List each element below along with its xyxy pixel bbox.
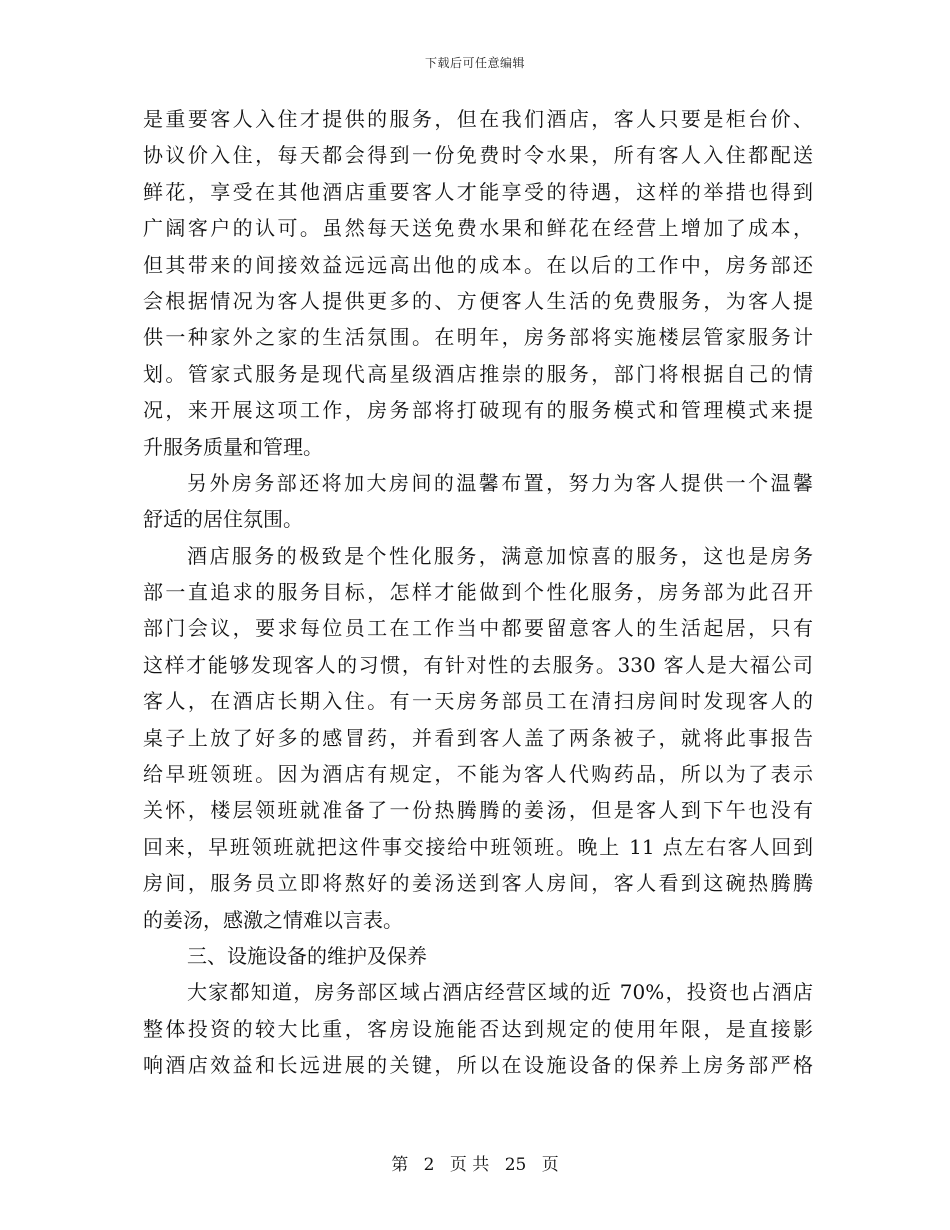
paragraph: [143, 465, 813, 538]
text-line: 关怀，楼层领班就准备了一份热腾腾的姜汤，但是客人到下午也没有: [143, 798, 813, 823]
text-line: 广阔客户的认可。虽然每天送免费水果和鲜花在经营上增加了成本，: [143, 216, 813, 241]
paragraph: [143, 974, 813, 1083]
text-line: 协议价入住，每天都会得到一份免费时令水果，所有客人入住都配送: [143, 143, 813, 168]
paragraph: [143, 938, 813, 974]
text-line: 给早班领班。因为酒店有规定，不能为客人代购药品，所以为了表示: [143, 762, 813, 787]
text-line: 是重要客人入住才提供的服务，但在我们酒店，客人只要是柜台价、: [143, 107, 813, 131]
text-line: 部门会议，要求每位员工在工作当中都要留意客人的生活起居，只有: [143, 616, 813, 641]
text-line: 划。管家式服务是现代高星级酒店推崇的服务，部门将根据自己的情: [143, 361, 813, 386]
text-line: 响酒店效益和长远进展的关键，所以在设施设备的保养上房务部严格: [143, 1053, 813, 1078]
text-line: 客人，在酒店长期入住。有一天房务部员工在清扫房间时发现客人的: [143, 689, 813, 714]
paragraph: [143, 101, 813, 465]
page-header: 下载后可任意编辑: [424, 56, 525, 70]
footer-suffix: 页: [541, 1155, 559, 1175]
text-line: 回来，早班领班就把这件事交接给中班领班。晚上 11 点左右客人回到: [143, 834, 813, 859]
footer-prefix: 第: [391, 1155, 409, 1175]
text-line: 部一直追求的服务目标，怎样才能做到个性化服务，房务部为此召开: [143, 580, 813, 605]
document-body: [143, 101, 813, 1084]
text-line: 另外房务部还将加大房间的温馨布置，努力为客人提供一个温馨: [187, 470, 813, 495]
text-line: 房间，服务员立即将熬好的姜汤送到客人房间，客人看到这碗热腾腾: [143, 871, 813, 896]
footer-current-page: 2: [423, 1155, 435, 1175]
page-footer: [0, 1150, 950, 1175]
text-line: 酒店服务的极致是个性化服务，满意加惊喜的服务，这也是房务: [187, 543, 813, 568]
text-line: 大家都知道，房务部区域占酒店经营区域的近 70%，投资也占酒店: [187, 980, 813, 1005]
text-line: 供一种家外之家的生活氛围。在明年，房务部将实施楼层管家服务计: [143, 325, 813, 350]
text-line: 会根据情况为客人提供更多的、方便客人生活的免费服务，为客人提: [143, 288, 813, 313]
text-line: 但其带来的间接效益远远高出他的成本。在以后的工作中，房务部还: [143, 252, 813, 277]
text-line: 这样才能够发现客人的习惯，有针对性的去服务。330 客人是大福公司: [143, 652, 813, 677]
footer-total-pages: 25: [504, 1155, 527, 1175]
text-line: 的姜汤，感激之情难以言表。: [143, 907, 403, 932]
text-line: 升服务质量和管理。: [143, 434, 323, 459]
text-line: 舒适的居住氛围。: [143, 507, 303, 532]
text-line: 三、设施设备的维护及保养: [187, 943, 427, 968]
text-line: 鲜花，享受在其他酒店重要客人才能享受的待遇，这样的举措也得到: [143, 179, 813, 204]
footer-middle: 页 共: [449, 1155, 490, 1175]
text-line: 整体投资的较大比重，客房设施能否达到规定的使用年限，是直接影: [143, 1016, 813, 1041]
paragraph: [143, 538, 813, 938]
text-line: 桌子上放了好多的感冒药，并看到客人盖了两条被子，就将此事报告: [143, 725, 813, 750]
text-line: 况，来开展这项工作，房务部将打破现有的服务模式和管理模式来提: [143, 398, 813, 423]
